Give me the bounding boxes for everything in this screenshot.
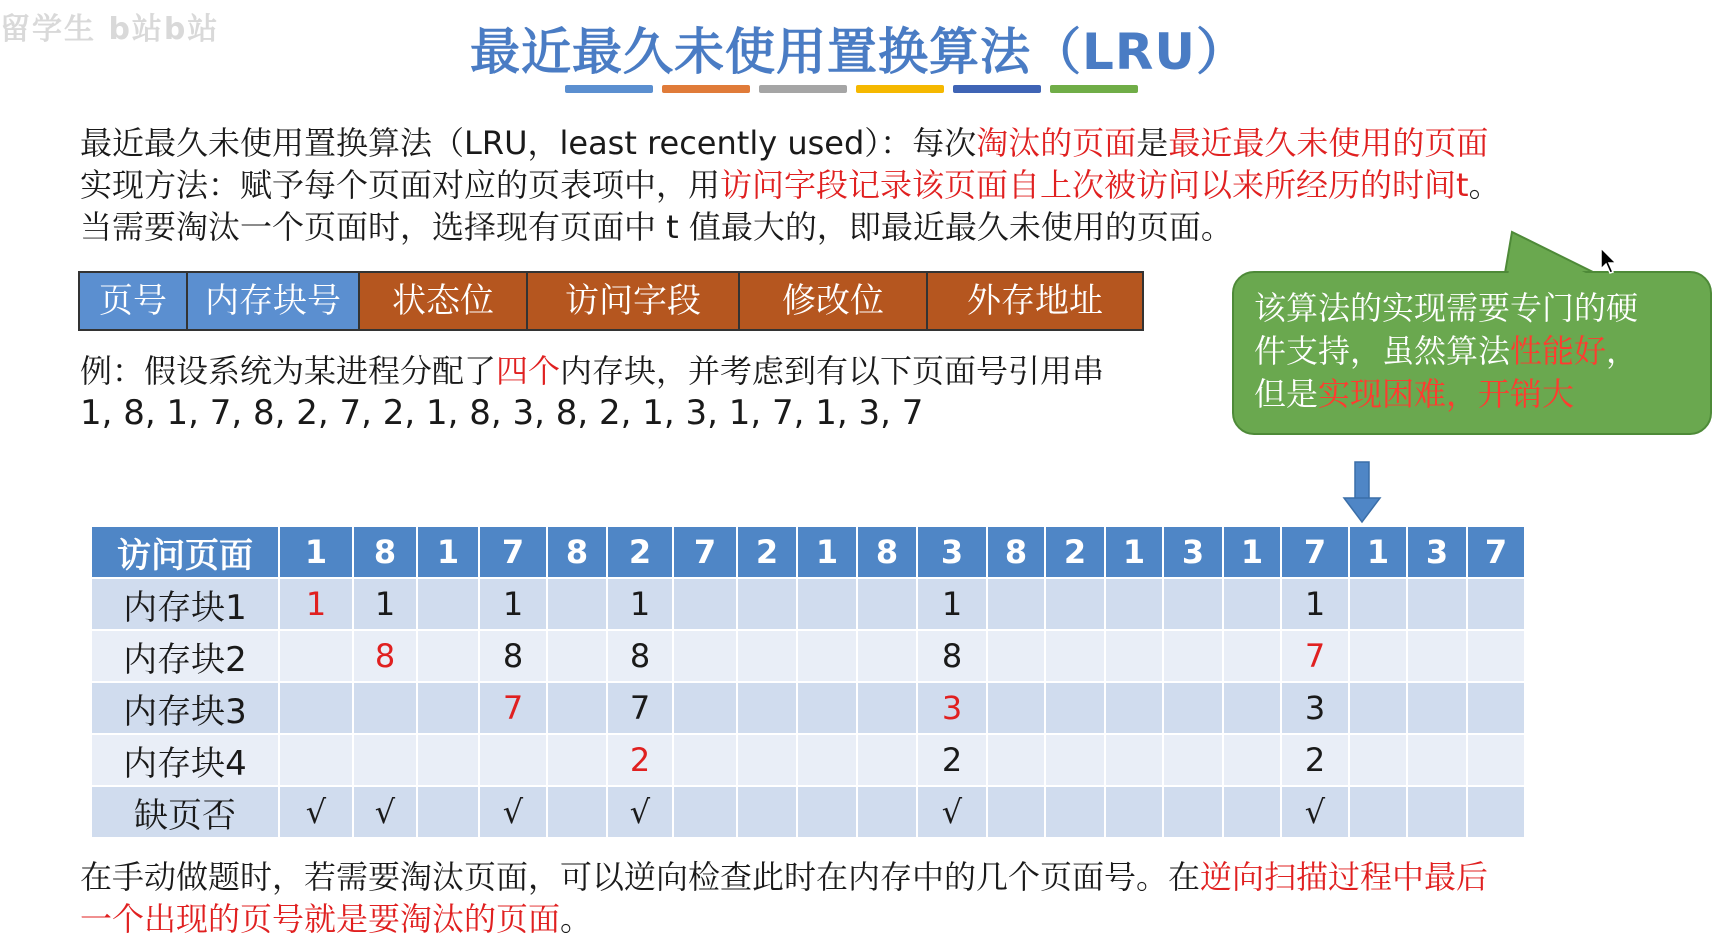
table-cell [1223,630,1281,682]
table-cell [353,734,417,786]
table-cell [1163,578,1223,630]
table-cell [417,578,479,630]
field-external-address: 外存地址 [928,273,1142,329]
row-label: 内存块4 [91,734,279,786]
table-cell [987,734,1045,786]
title-bar-6 [1050,85,1138,93]
table-cell [1105,682,1163,734]
table-row [91,630,1525,682]
table-cell: √ [353,786,417,838]
field-modify-bit: 修改位 [740,273,928,329]
table-cell [1045,786,1105,838]
definition-line [80,121,1488,165]
table-cell [1223,578,1281,630]
lru-simulation-table [90,525,1526,839]
table-cell: 8 [917,630,987,682]
table-cell [1407,578,1467,630]
title-bar-3 [759,85,847,93]
page-ref-6: 2 [607,526,673,578]
table-cell [1467,734,1525,786]
table-cell [857,786,917,838]
page-ref-11: 3 [917,526,987,578]
table-cell [1223,786,1281,838]
table-cell: 1 [917,578,987,630]
table-cell [1223,682,1281,734]
bottom-line1 [80,855,1488,899]
row-label: 缺页否 [91,786,279,838]
row-label: 内存块3 [91,682,279,734]
table-row [91,682,1525,734]
table-cell [279,734,353,786]
table-cell [673,630,737,682]
table-cell [797,630,857,682]
table-cell [673,786,737,838]
table-cell [1349,682,1407,734]
table-cell: √ [479,786,547,838]
definition-red2: 最近最久未使用的页面 [1168,124,1489,162]
table-cell [857,630,917,682]
method-suffix: 。 [1468,166,1501,204]
table-cell: √ [607,786,673,838]
table-cell: 2 [1281,734,1349,786]
table-cell [1349,786,1407,838]
table-cell [1163,734,1223,786]
callout-line1: 该算法的实现需要专门的硬 [1254,289,1639,327]
definition-red1: 淘汰的页面 [976,124,1137,162]
page-ref-18: 1 [1349,526,1407,578]
table-cell: 2 [917,734,987,786]
callout-line2-suffix: ， [1606,332,1639,370]
table-cell: 1 [479,578,547,630]
table-cell [987,630,1045,682]
table-cell: √ [917,786,987,838]
method-line [80,163,1501,207]
bottom-suffix: 。 [560,900,593,938]
mouse-cursor-icon [1600,247,1620,275]
table-cell [737,578,797,630]
table-cell [1407,630,1467,682]
table-cell: 1 [353,578,417,630]
table-cell [417,786,479,838]
page-ref-8: 2 [737,526,797,578]
table-cell [737,630,797,682]
table-cell [797,682,857,734]
table-cell [417,682,479,734]
table-header-row [91,526,1525,578]
table-cell [1163,786,1223,838]
method-red: 访问字段记录该页面自上次被访问以来所经历的时间t [720,166,1469,204]
table-cell [1105,786,1163,838]
page-ref-3: 1 [417,526,479,578]
table-cell [857,578,917,630]
callout-line2-red: 性能好 [1510,332,1607,370]
table-cell [547,734,607,786]
table-cell [1163,630,1223,682]
table-cell: 3 [917,682,987,734]
table-cell [1349,734,1407,786]
table-cell [279,682,353,734]
table-cell [1223,734,1281,786]
table-row [91,734,1525,786]
callout-line3-prefix: 但是 [1254,375,1319,413]
callout-line3 [1254,373,1690,416]
table-cell [547,682,607,734]
page-ref-19: 3 [1407,526,1467,578]
table-cell [547,578,607,630]
bottom-red2: 一个出现的页号就是要淘汰的页面 [80,900,561,938]
table-cell [547,630,607,682]
table-cell: 7 [607,682,673,734]
page-ref-14: 1 [1105,526,1163,578]
field-access-field: 访问字段 [528,273,740,329]
example-line [80,349,1220,393]
table-cell [673,734,737,786]
header-label: 访问页面 [91,526,279,578]
down-arrow-icon [1342,460,1382,524]
method-prefix: 实现方法：赋予每个页面对应的页表项中，用 [80,166,721,204]
table-cell: 1 [607,578,673,630]
page-ref-2: 8 [353,526,417,578]
eviction-line: 当需要淘汰一个页面时，选择现有页面中 t 值最大的，即最近最久未使用的页面。 [80,208,1233,246]
table-cell [417,734,479,786]
row-label: 内存块2 [91,630,279,682]
table-cell [987,786,1045,838]
table-cell [737,682,797,734]
example-prefix: 例：假设系统为某进程分配了 [80,352,497,390]
table-cell [987,578,1045,630]
table-cell [1045,682,1105,734]
table-cell [1045,578,1105,630]
table-cell [1407,786,1467,838]
table-cell [1045,630,1105,682]
table-cell [857,734,917,786]
table-cell [797,734,857,786]
title-bar-2 [662,85,750,93]
row-label: 内存块1 [91,578,279,630]
table-cell: √ [1281,786,1349,838]
page-ref-1: 1 [279,526,353,578]
table-cell [479,734,547,786]
title-bar-4 [856,85,944,93]
table-cell: 1 [279,578,353,630]
table-cell [1349,630,1407,682]
table-cell: 8 [479,630,547,682]
table-cell [1467,630,1525,682]
table-cell [1467,682,1525,734]
field-status-bit: 状态位 [360,273,528,329]
table-cell [547,786,607,838]
table-cell: 3 [1281,682,1349,734]
table-row [91,786,1525,838]
example-red: 四个 [496,352,561,390]
table-cell [1349,578,1407,630]
table-cell [987,682,1045,734]
page-ref-10: 8 [857,526,917,578]
bottom-prefix: 在手动做题时，若需要淘汰页面，可以逆向检查此时在内存中的几个页面号。在 [80,858,1201,896]
watermark-logo: 留学生 b站b站 [0,12,220,47]
page-ref-5: 8 [547,526,607,578]
bottom-red1: 逆向扫描过程中最后 [1200,858,1489,896]
title-bar-1 [565,85,653,93]
page-ref-16: 1 [1223,526,1281,578]
table-cell: 8 [353,630,417,682]
table-cell [737,734,797,786]
title-bar-5 [953,85,1041,93]
page-ref-9: 1 [797,526,857,578]
callout-line3-red: 实现困难，开销大 [1318,375,1575,413]
table-cell: √ [279,786,353,838]
page-table-entry-fields [78,271,1144,331]
table-cell [1045,734,1105,786]
table-cell [1105,734,1163,786]
field-page-number: 页号 [80,273,188,329]
page-ref-17: 7 [1281,526,1349,578]
field-frame-number: 内存块号 [188,273,360,329]
table-cell [1407,734,1467,786]
table-cell [1467,786,1525,838]
slide-title: 最近最久未使用置换算法（LRU） [470,23,1247,81]
bottom-line2 [80,897,592,941]
table-row [91,578,1525,630]
table-cell [279,630,353,682]
table-cell: 1 [1281,578,1349,630]
table-cell: 8 [607,630,673,682]
example-suffix: 内存块，并考虑到有以下页面号引用串 [560,352,1105,390]
table-cell [673,682,737,734]
definition-prefix: 最近最久未使用置换算法（LRU，least recently used）：每次 [80,124,977,162]
callout-line2-prefix: 件支持，虽然算法 [1254,332,1511,370]
table-cell [797,578,857,630]
table-cell [673,578,737,630]
table-cell: 7 [1281,630,1349,682]
table-cell [797,786,857,838]
hardware-support-callout [1232,271,1712,435]
table-cell: 2 [607,734,673,786]
table-cell [1105,578,1163,630]
callout-line2 [1254,330,1690,373]
table-cell [417,630,479,682]
table-cell [1467,578,1525,630]
page-ref-7: 7 [673,526,737,578]
definition-mid: 是 [1136,124,1169,162]
table-cell [1163,682,1223,734]
page-ref-20: 7 [1467,526,1525,578]
title-underline-bars [565,85,1138,93]
table-cell: 7 [479,682,547,734]
page-ref-15: 3 [1163,526,1223,578]
table-cell [1105,630,1163,682]
page-ref-13: 2 [1045,526,1105,578]
table-cell [857,682,917,734]
page-ref-4: 7 [479,526,547,578]
page-ref-12: 8 [987,526,1045,578]
reference-string: 1, 8, 1, 7, 8, 2, 7, 2, 1, 8, 3, 8, 2, 1, 3, 1, 7, 1, 3, 7 [80,393,924,433]
table-cell [737,786,797,838]
table-cell [1407,682,1467,734]
table-cell [353,682,417,734]
